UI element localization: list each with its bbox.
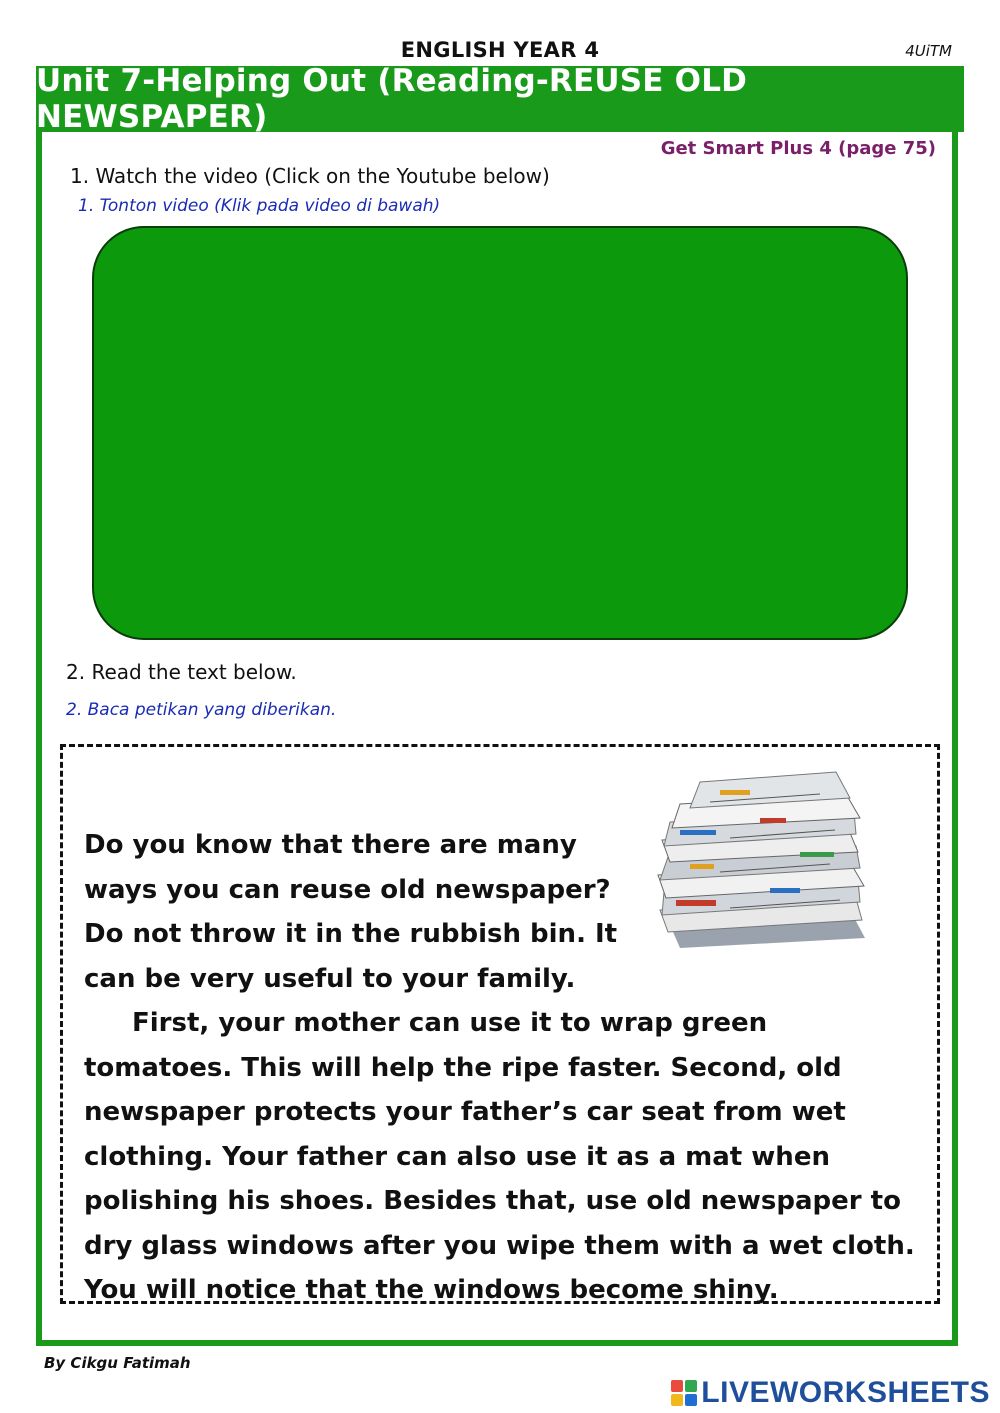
worksheet-code: 4UiTM <box>905 42 952 60</box>
unit-banner <box>36 63 964 135</box>
reading-paragraph-2: First, your mother can use it to wrap green tomatoes. This will help the ripe faster. Second, old newspaper protects your father’s car seat from wet clothing. Your father can also use it as a mat when polishing his shoes. Besides that, use old newspaper to dry glass windows after you wipe them with a wet cloth. You will notice that the windows become shiny. <box>84 1008 915 1305</box>
question-2-english: 2. Read the text below. <box>66 660 297 684</box>
logo-squares-icon <box>671 1380 697 1406</box>
reading-paragraph-1: Do you know that there are many ways you can reuse old newspaper? Do not throw it in the rubbish bin. It can be very useful to your family. <box>84 830 618 994</box>
question-1-malay: 1. Tonton video (Klik pada video di bawah) <box>78 196 441 216</box>
newspaper-stack-image <box>650 760 880 950</box>
question-2-malay: 2. Baca petikan yang diberikan. <box>66 700 337 720</box>
youtube-video-embed[interactable] <box>92 226 908 640</box>
author-credit: By Cikgu Fatimah <box>44 1354 191 1372</box>
question-1-english: 1. Watch the video (Click on the Youtube below) <box>70 164 550 188</box>
logo-text: LIVEWORKSHEETS <box>701 1376 990 1409</box>
liveworksheets-logo[interactable] <box>671 1376 990 1410</box>
unit-title: Unit 7-Helping Out (Reading-REUSE OLD NEWSPAPER) <box>36 63 748 135</box>
book-reference: Get Smart Plus 4 (page 75) <box>660 138 936 159</box>
worksheet-level-title: ENGLISH YEAR 4 <box>400 38 600 62</box>
newspaper-stack-icon <box>658 772 865 948</box>
